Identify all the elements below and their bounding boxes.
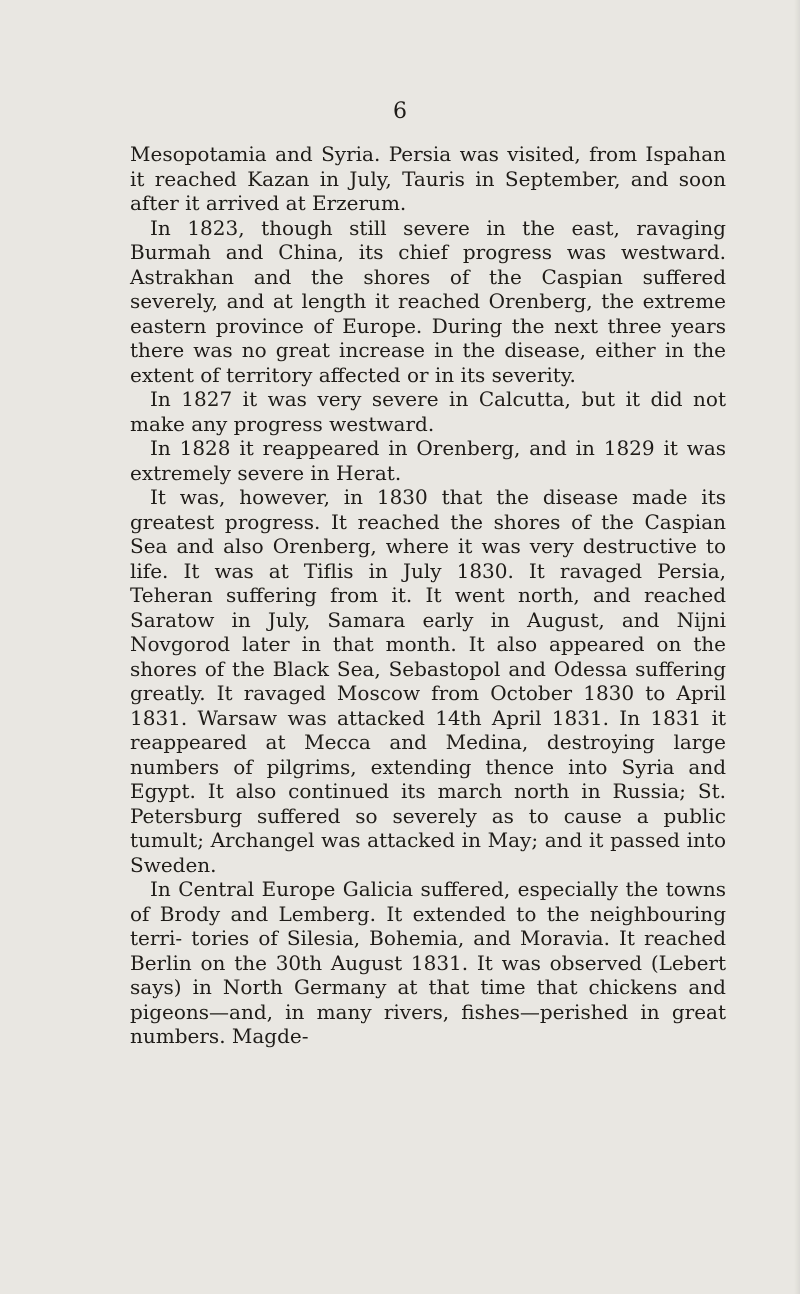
paragraph-1830: It was, however, in 1830 that the disease made its greatest progress. It reached the shores of the Caspian Sea and also Orenberg, where it was very destructive to life. It was at Tiflis in July 1830. It ravaged Persia, Teheran suffering from it. It went north, and reached Saratow in July, Samara early in August, and Nijni Novgorod later in that month. It also appeared on the shores of the Black Sea, Sebastopol and Odessa suffering greatly. It ravaged Moscow from October 1830 to April 1831. Warsaw was attacked 14th April 1831. In 1831 it reappeared at Mecca and Medina, destroying large numbers of pilgrims, extending thence into Syria and Egypt. It also continued its march north in Russia; St. Petersburg suffered so severely as to cause a public tumult; Archangel was attacked in May; and it passed into Sweden. <box>130 485 726 877</box>
paragraph-central-europe: In Central Europe Galicia suffered, especially the towns of Brody and Lemberg. It extended to the neighbouring terri- tories of Silesia, Bohemia, and Moravia. It reached Berlin on the 30th August 1831. It was observed (Lebert says) in North Germany at that time that chickens and pigeons—and, in many rivers, fishes—perished in great numbers. Magde- <box>130 877 726 1048</box>
paragraph-1828: In 1828 it reappeared in Orenberg, and in 1829 it was extremely severe in Herat. <box>130 436 726 485</box>
paragraph-1823: In 1823, though still severe in the east, ravaging Burmah and China, its chief progress was westward. Astrakhan and the shores of the Caspian suffered severely, and at length it reached Orenberg, the extreme eastern province of Europe. During the next three years there was no great increase in the disease, either in the extent of territory affected or in its severity. <box>130 215 726 387</box>
page-edge-shadow <box>794 0 800 1294</box>
page-number: 6 <box>393 99 407 124</box>
body-text <box>130 142 726 1049</box>
paragraph-continuation: Mesopotamia and Syria. Persia was visited, from Ispahan it reached Kazan in July, Tauris in September, and soon after it arrived at Erzerum. <box>130 142 726 215</box>
paragraph-1827: In 1827 it was very severe in Calcutta, but it did not make any progress westward. <box>130 387 726 436</box>
